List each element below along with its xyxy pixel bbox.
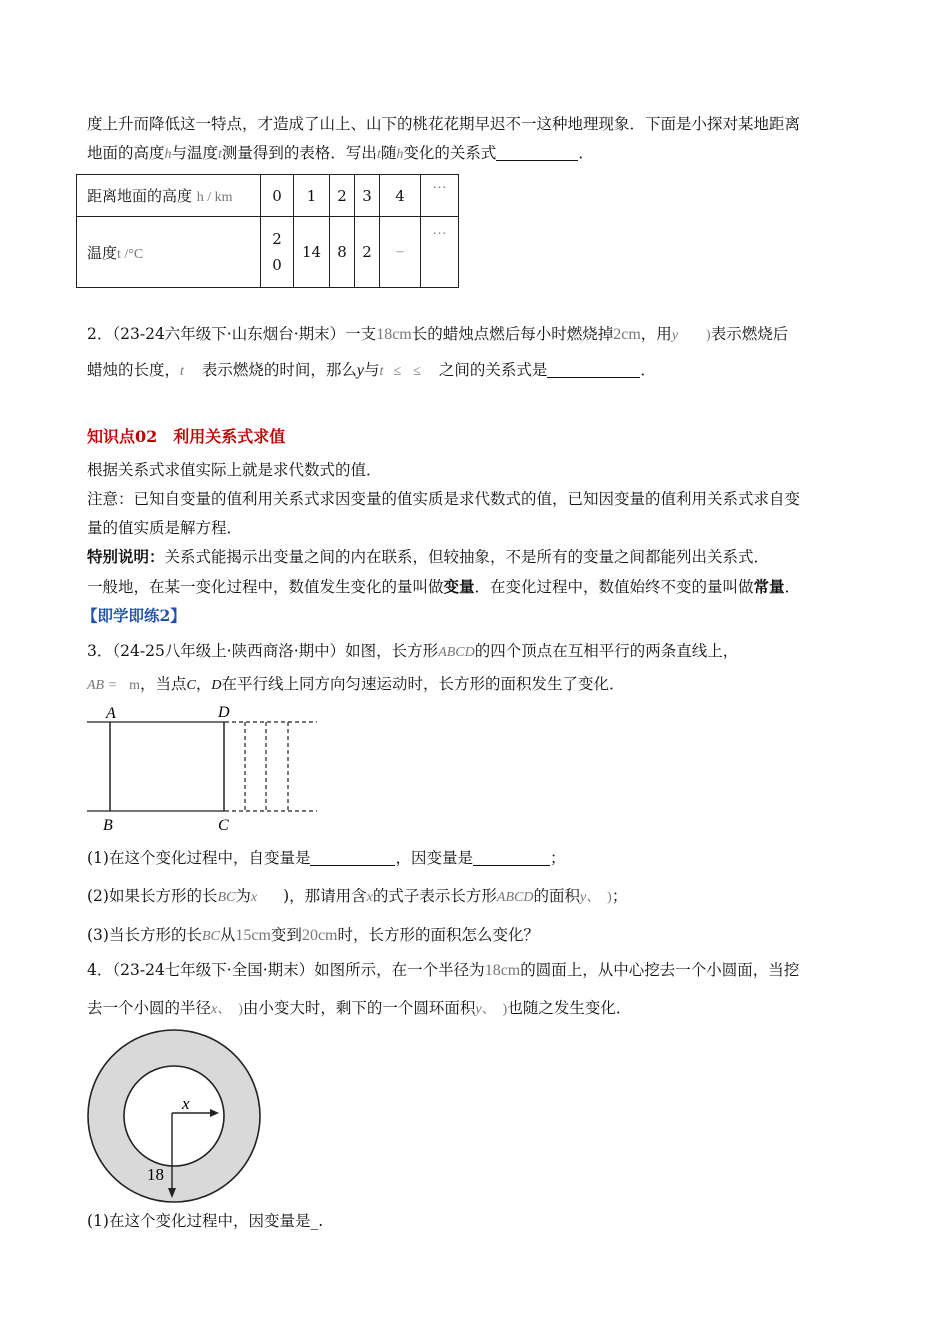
q3-s3-text-d: 时，长方形的面积怎么变化？ (337, 926, 539, 944)
q3-s1-text-a: (1)在这个变化过程中，自变量是 (87, 849, 311, 867)
punct: . (318, 1212, 324, 1230)
var-y: y (579, 890, 587, 905)
q3-line-2 (87, 673, 624, 697)
intro-text-1: 度上升而降低这一特点，才造成了山上、山下的桃花花期早迟不一这种地理现象．下面是小探对某地距离 (87, 115, 801, 133)
rect-abcd: ABCD (438, 645, 475, 660)
q3-sub-1 (87, 847, 566, 869)
height-label: 距离地面的高度 (87, 187, 193, 205)
special-text: 关系式能揭示出变量之间的内在联系，但较抽象，不是所有的变量之间都能列出关系式． (164, 548, 770, 566)
height-temperature-table (76, 174, 459, 288)
le-symbol: ≤ (393, 364, 402, 379)
practice-heading: 【即学即练2】 (82, 606, 186, 625)
table-cell (330, 217, 355, 288)
cell-value: 3 (362, 186, 372, 205)
q2-text-f: 表示燃烧的时间，那么 (201, 361, 357, 379)
q4-s1-text: (1)在这个变化过程中，因变量是 (87, 1212, 311, 1230)
answer-blank-independent[interactable] (310, 849, 395, 866)
cell-value: 2 (337, 186, 347, 205)
var-y: y (356, 362, 365, 379)
q3-s3-text-b: 从 (219, 926, 236, 944)
side-bc: BC (217, 890, 236, 905)
label-D: D (218, 704, 230, 721)
answer-blank[interactable] (547, 361, 640, 378)
var-x: x (366, 890, 373, 905)
var-t: t (218, 147, 222, 162)
cell-value: 14 (301, 243, 322, 261)
annulus-figure (86, 1028, 262, 1204)
intro-text-2c: 测量得到的表格．写出 (221, 144, 377, 162)
q2-text-d: 表示燃烧后 (710, 325, 789, 343)
label-A: A (106, 705, 116, 722)
table-cell (261, 175, 294, 217)
question-source: （23-24六年级下·山东烟台·期末） (112, 325, 346, 343)
q2-text-g: 与 (364, 361, 380, 379)
q3-s1-text-b: ，因变量是 (395, 849, 473, 867)
intro-text-2b: 与温度 (171, 144, 219, 162)
table-cell (380, 217, 421, 288)
p5-text-a: 一般地，在某一变化过程中，数值发生变化的量叫做 (87, 578, 444, 596)
q3-s2-text-d: 的式子表示长方形 (372, 887, 497, 905)
q3-text-b: 的四个顶点在互相平行的两条直线上， (474, 642, 739, 660)
label-B: B (103, 817, 113, 834)
q3-text-c: ，当点 (139, 675, 187, 693)
cell-value-top: 2 (272, 230, 282, 248)
answer-blank[interactable]: _ (310, 1212, 319, 1230)
inner-circle (124, 1066, 224, 1166)
q2-text-h: 之间的关系式是 (438, 361, 548, 379)
cell-ellipsis: … (432, 177, 447, 192)
q3-sub-3 (87, 924, 539, 948)
q4-text-e: 也随之发生变化． (507, 999, 632, 1017)
punct: ． (784, 578, 801, 596)
intro-line-1 (87, 113, 800, 135)
section-title: 知识点02 利用关系式求值 (87, 427, 286, 446)
var-x: x (211, 1002, 218, 1017)
question-number: 4． (87, 961, 113, 979)
intro-text-2a: 地面的高度 (87, 144, 165, 162)
var-y: y (671, 328, 679, 343)
cell-ellipsis: … (432, 223, 447, 238)
cell-value: 1 (306, 186, 317, 205)
table-cell (294, 175, 330, 217)
paren: 、 ) (217, 1002, 243, 1017)
ab-label: AB = (87, 678, 118, 693)
special-label: 特别说明： (87, 547, 165, 566)
var-t: t (376, 147, 381, 162)
paren: 、 ) (481, 1002, 508, 1017)
punct: ； (611, 887, 628, 905)
table-cell (421, 175, 459, 217)
section-special (87, 546, 769, 568)
label-18: 18 (147, 1165, 164, 1184)
term-constant: 常量 (753, 577, 785, 596)
punct: ； (549, 849, 566, 867)
q4-sub-1 (87, 1210, 323, 1232)
unit-m: m (129, 678, 140, 693)
question-number: 2． (87, 325, 113, 343)
radius-value: 18cm (484, 962, 521, 979)
table-header-height (77, 175, 261, 217)
q3-text-d: 在平行线上同方向匀速运动时，长方形的面积发生了变化． (221, 675, 625, 693)
q4-text-d: 由小变大时，剩下的一个圆环面积 (242, 999, 476, 1017)
var-h: h (396, 147, 404, 162)
section-p2: 注意：已知自变量的值利用关系式求因变量的值实质是求代数式的值，已知因变量的值利用关系式求自变 (87, 490, 801, 508)
point-c: C (186, 678, 196, 693)
q2-text-c: ，用 (640, 325, 672, 343)
intro-text-2e: 变化的关系式 (403, 144, 497, 162)
temperature-unit: t /°C (117, 246, 144, 262)
rectangle-figure (85, 700, 325, 840)
cell-value: 8 (337, 243, 347, 261)
q3-line-1 (87, 640, 738, 664)
q2-line-2 (87, 359, 656, 383)
table-cell (421, 217, 459, 288)
var-y: y (475, 1002, 482, 1017)
q4-text-b: 的圆面上，从中心挖去一个小圆面，当挖 (520, 961, 800, 979)
q3-s2-text-a: (2)如果长方形的长 (87, 887, 218, 905)
candle-length: 18cm (376, 326, 412, 343)
q3-s3-text-a: (3)当长方形的长 (87, 926, 202, 944)
length-to: 20cm (301, 927, 338, 944)
q4-text-c: 去一个小圆的半径 (87, 999, 212, 1017)
label-x: x (182, 1094, 190, 1113)
q4-line-1 (87, 959, 799, 982)
cell-value: 2 (362, 243, 372, 261)
term-variable: 变量 (443, 577, 475, 596)
table-cell (294, 217, 330, 288)
cell-value: 0 (272, 186, 282, 205)
section-p1: 根据关系式求值实际上就是求代数式的值． (87, 461, 382, 479)
p5-text-b: ．在变化过程中，数值始终不变的量叫做 (474, 578, 754, 596)
question-source: （23-24七年级下·全国·期末） (112, 961, 315, 979)
intro-text-2d: 随 (380, 144, 397, 162)
q2-text-a: 一支 (345, 325, 377, 343)
punct: ． (578, 144, 594, 162)
q3-s3-text-c: 变到 (270, 926, 302, 944)
section-p5 (87, 576, 800, 598)
q3-s2-text-b: 为 (235, 887, 251, 905)
q2-text-e: 蜡烛的长度， (87, 361, 181, 379)
q3-text-a: 如图，长方形 (345, 642, 439, 660)
height-unit: h / km (196, 190, 233, 205)
label-C: C (218, 817, 229, 834)
q3-s2-text-e: 的面积 (533, 887, 580, 905)
answer-blank[interactable] (496, 144, 578, 161)
table-cell (355, 175, 380, 217)
table-cell (330, 175, 355, 217)
var-x: x (250, 890, 258, 905)
q4-text-a: 如图所示，在一个半径为 (314, 961, 485, 979)
paren: ) (706, 328, 711, 343)
intro-line-2 (87, 142, 594, 166)
burn-rate: 2cm (613, 326, 641, 343)
cell-value: – (396, 244, 404, 259)
temperature-label: 温度 (87, 243, 118, 262)
table-cell (355, 217, 380, 288)
punct: ， (195, 675, 212, 693)
var-h: h (164, 147, 172, 162)
cell-value: 4 (395, 186, 405, 205)
le-symbol: ≤ (413, 364, 421, 379)
rect-abcd: ABCD (496, 890, 534, 905)
table-cell (261, 217, 294, 288)
q3-sub-2 (87, 885, 627, 909)
q2-line-1 (87, 323, 788, 347)
table-cell (380, 175, 421, 217)
side-bc: BC (201, 929, 220, 944)
paren: 、 ) (586, 890, 612, 905)
punct: ． (640, 361, 656, 379)
length-from: 15cm (235, 927, 271, 944)
q3-s2-text-c: )，那请用含 (283, 887, 367, 905)
q4-line-2 (87, 997, 631, 1021)
q2-text-b: 长的蜡烛点燃后每小时燃烧掉 (411, 325, 614, 343)
cell-value-bottom: 0 (272, 256, 282, 274)
answer-blank-dependent[interactable] (473, 849, 550, 866)
question-number: 3． (87, 642, 113, 660)
var-t: t (180, 364, 184, 379)
question-source: （24-25八年级上·陕西商洛·期中） (112, 642, 346, 660)
var-t: t (379, 364, 384, 379)
table-header-temperature (77, 217, 261, 288)
section-p3: 量的值实质是解方程． (87, 519, 243, 537)
point-d: D (211, 678, 222, 693)
